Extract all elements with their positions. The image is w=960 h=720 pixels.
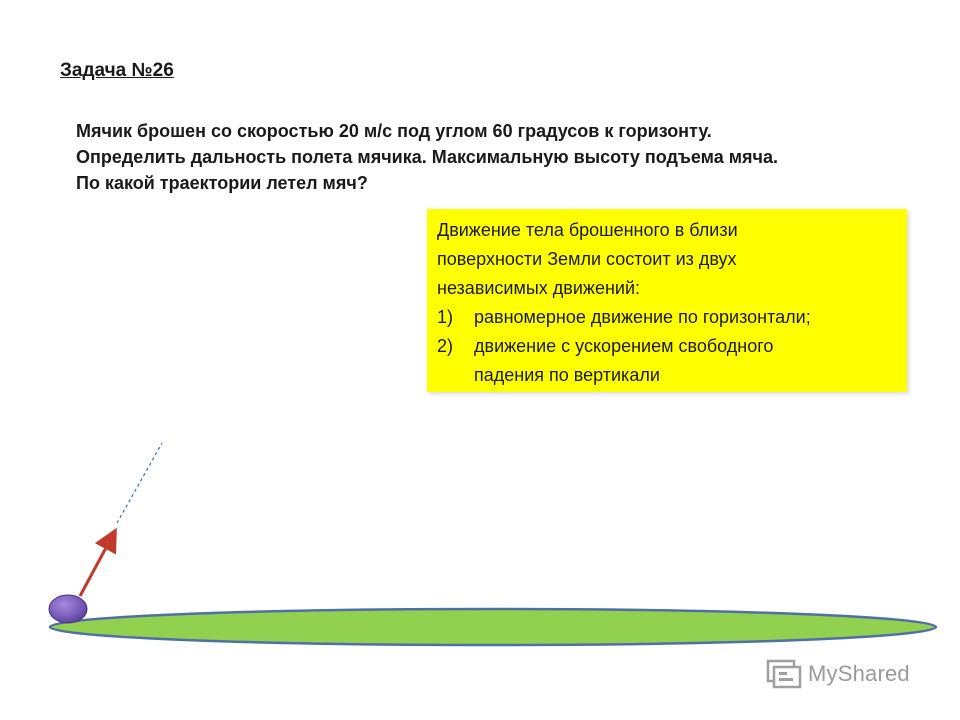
myshared-logo-icon [766, 657, 802, 691]
note-item-line: движение с ускорением свободного [474, 336, 774, 356]
note-item-text: равномерное движение по горизонтали; [474, 307, 811, 327]
note-item-number: 2) [437, 336, 454, 356]
note-intro-line: поверхности Земли состоит из двух [437, 249, 737, 269]
problem-line: Определить дальность полета мячика. Максимальную высоту подъема мяча. [76, 147, 778, 167]
problem-line: Мячик брошен со скоростью 20 м/с под углом 60 градусов к горизонту. [76, 121, 712, 141]
note-item-line: падения по вертикали [474, 365, 660, 385]
slide-title: Задача №26 [60, 60, 174, 81]
watermark [766, 656, 910, 692]
watermark-text: MyShared [808, 661, 910, 686]
note-intro-line: Движение тела брошенного в близи [437, 220, 738, 240]
velocity-arrow [80, 533, 114, 596]
ground-ellipse [50, 609, 936, 645]
trajectory-dashed-line [117, 443, 162, 523]
ball [49, 595, 87, 623]
note-intro-line: независимых движений: [437, 278, 641, 298]
note-item-number: 1) [437, 307, 454, 327]
problem-line: По какой траектории летел мяч? [76, 173, 368, 193]
